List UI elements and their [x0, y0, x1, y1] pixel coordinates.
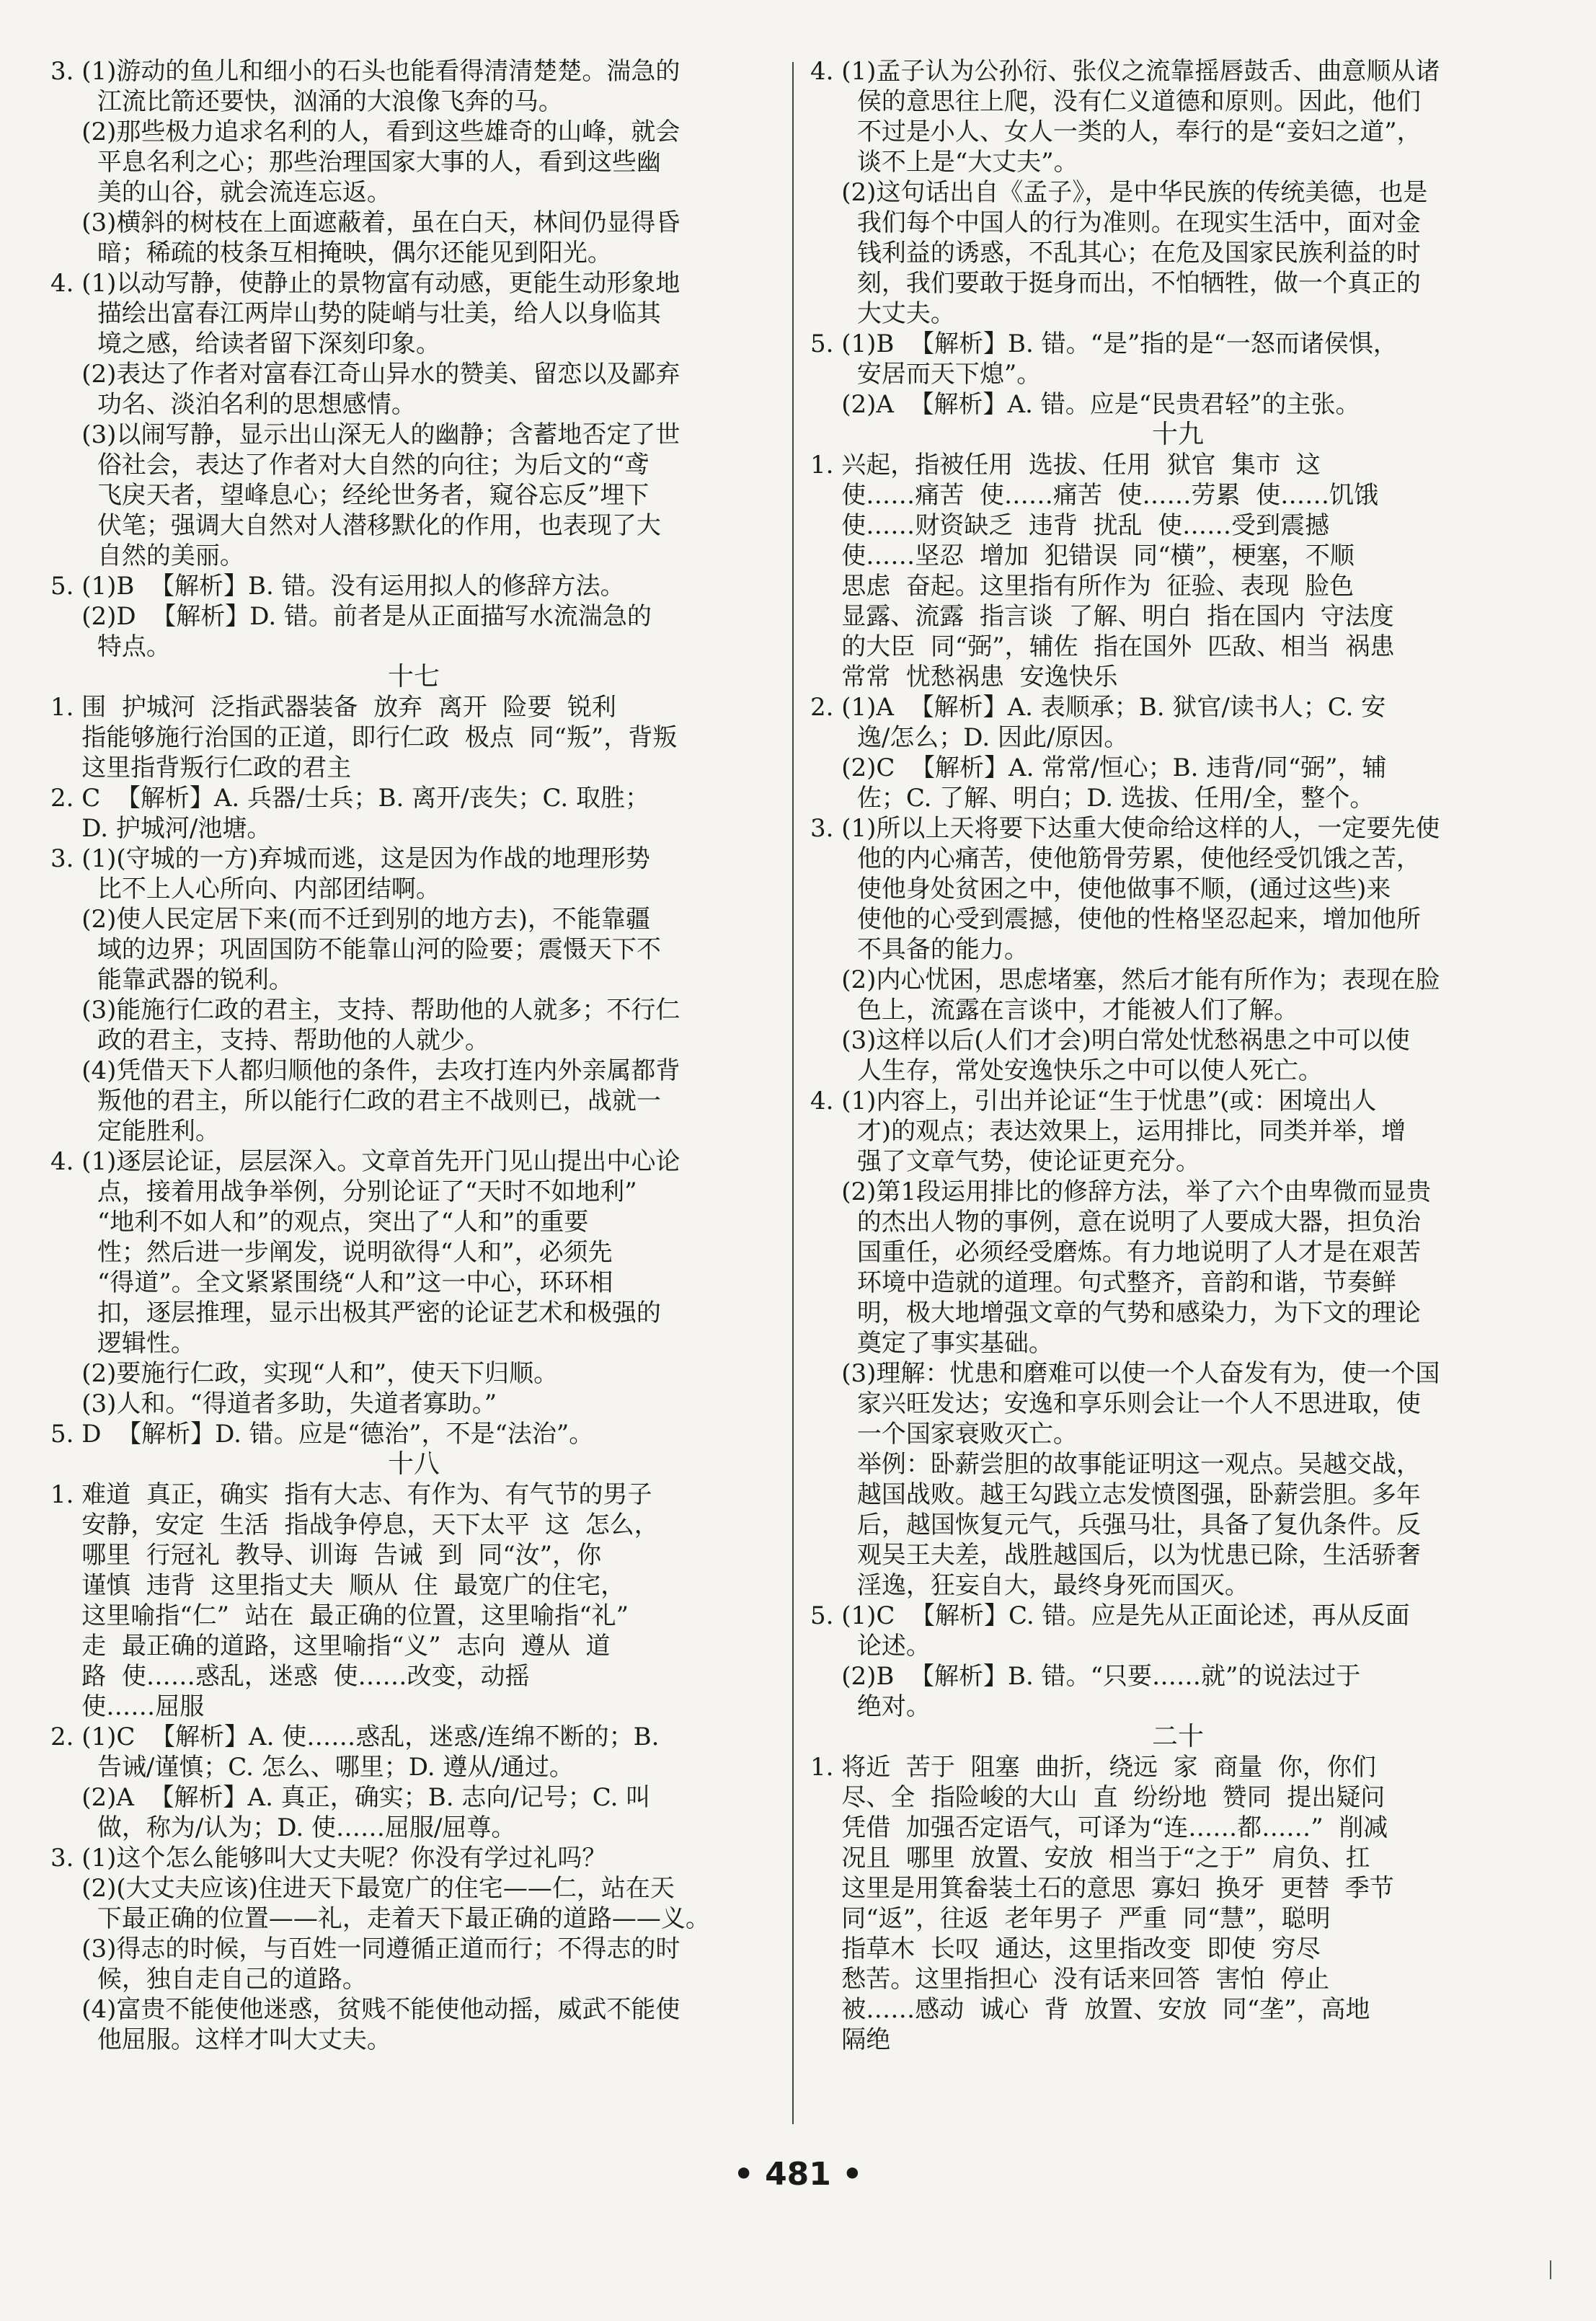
- text-line: 2. C 【解析】A. 兵器/士兵；B. 离开/丧失；C. 取胜；: [50, 784, 650, 813]
- text-line: 刻，我们要敢于挺身而出，不怕牺牲，做一个真正的: [810, 269, 1421, 298]
- text-line: 使……屈服: [50, 1692, 205, 1721]
- text-line: 逻辑性。: [50, 1329, 195, 1358]
- text-line: 况且 哪里 放置、安放 相当于“之于” 肩负、扛: [810, 1844, 1370, 1873]
- text-line: 江流比箭还要快，汹涌的大浪像飞奔的马。: [50, 87, 563, 116]
- text-line: 美的山谷，就会流连忘返。: [50, 178, 391, 207]
- text-line: 的杰出人物的事例，意在说明了人要成大器，担负治: [810, 1208, 1421, 1237]
- text-line: 3. (1)(守城的一方)弃城而逃，这是因为作战的地理形势: [50, 844, 650, 873]
- text-line: (2)B 【解析】B. 错。“只要……就”的说法过于: [810, 1662, 1361, 1691]
- text-line: 3. (1)游动的鱼儿和细小的石头也能看得清清楚楚。湍急的: [50, 57, 680, 86]
- text-line: D. 护城河/池塘。: [50, 814, 272, 843]
- text-line: 伏笔；强调大自然对人潜移默化的作用，也表现了大: [50, 511, 661, 540]
- text-line: 人生存，常处安逸快乐之中可以使人死亡。: [810, 1056, 1323, 1085]
- text-line: 叛他的君主，所以能行仁政的君主不战则已，战就一: [50, 1087, 661, 1115]
- text-line: 描绘出富春江两岸山势的陡峭与壮美，给人以身临其: [50, 299, 661, 328]
- text-line: 后，越国恢复元气，兵强马壮，具备了复仇条件。反: [810, 1511, 1421, 1539]
- text-line: 思虑 奋起。这里指有所作为 征验、表现 脸色: [810, 572, 1355, 601]
- text-line: 5. (1)B 【解析】B. 错。“是”指的是“一怒而诸侯惧，: [810, 330, 1398, 358]
- text-line: 路 使……惑乱，迷惑 使……改变，动摇: [50, 1662, 530, 1691]
- text-line: 使……坚忍 增加 犯错误 同“横”，梗塞，不顺: [810, 541, 1355, 570]
- corner-mark: [1550, 2260, 1551, 2279]
- text-line: 3. (1)所以上天将要下达重大使命给这样的人，一定要先使: [810, 814, 1440, 843]
- text-line: 愁苦。这里指担心 没有话来回答 害怕 停止: [810, 1965, 1330, 1994]
- text-line: 举例：卧薪尝胆的故事能证明这一观点。吴越交战，: [810, 1450, 1421, 1479]
- text-line: 安静，安定 生活 指战争停息，天下太平 这 怎么，: [50, 1511, 659, 1539]
- text-line: 告诫/谨慎；C. 怎么、哪里；D. 遵从/通过。: [50, 1753, 574, 1782]
- text-line: 不过是小人、女人一类的人，奉行的是“妾妇之道”，: [810, 118, 1422, 146]
- text-line: 5. (1)C 【解析】C. 错。应是先从正面论述，再从反面: [810, 1601, 1410, 1630]
- section-heading: 十七: [387, 662, 440, 691]
- text-line: 政的君主，支持、帮助他的人就少。: [50, 1026, 489, 1055]
- text-line: 观吴王夫差，战胜越国后，以为忧患已除，生活骄奢: [810, 1541, 1421, 1570]
- text-line: 越国战败。越王勾践立志发愤图强，卧薪尝胆。多年: [810, 1480, 1421, 1509]
- text-line: 这里喻指“仁” 站在 最正确的位置，这里喻指“礼”: [50, 1601, 629, 1630]
- text-line: 2. (1)A 【解析】A. 表顺承；B. 狱官/读书人；C. 安: [810, 693, 1386, 722]
- text-line: 1. 将近 苦于 阻塞 曲折，绕远 家 商量 你，你们: [810, 1753, 1376, 1782]
- text-line: 被……感动 诚心 背 放置、安放 同“垄”，高地: [810, 1995, 1370, 2024]
- text-line: 下最正确的位置——礼，走着天下最正确的道路——义。: [50, 1904, 710, 1933]
- text-line: 5. D 【解析】D. 错。应是“德治”，不是“法治”。: [50, 1420, 594, 1449]
- text-line: 4. (1)以动写静，使静止的景物富有动感，更能生动形象地: [50, 269, 680, 298]
- text-line: 这里指背叛行仁政的君主: [50, 753, 352, 782]
- text-line: 暗；稀疏的枝条互相掩映，偶尔还能见到阳光。: [50, 239, 612, 268]
- text-line: 常常 忧愁祸患 安逸快乐: [810, 663, 1118, 691]
- text-line: 色上，流露在言谈中，才能被人们了解。: [810, 996, 1298, 1025]
- left-column: [50, 56, 777, 2055]
- text-line: 绝对。: [810, 1692, 931, 1721]
- text-line: 隔绝: [810, 2025, 891, 2054]
- text-line: 才)的观点；表达效果上，运用排比，同类并举，增: [810, 1117, 1406, 1146]
- text-line: 安居而天下熄”。: [810, 360, 1042, 389]
- text-line: 使……财资缺乏 违背 扰乱 使……受到震撼: [810, 511, 1330, 540]
- text-line: (2)A 【解析】A. 真正，确实；B. 志向/记号；C. 叫: [50, 1783, 651, 1812]
- text-line: 他的内心痛苦，使他筋骨劳累，使他经受饥饿之苦，: [810, 844, 1421, 873]
- text-line: 凭借 加强否定语气，可译为“连……都……” 削减: [810, 1813, 1388, 1842]
- section-heading: 十九: [1151, 420, 1204, 449]
- text-line: 哪里 行冠礼 教导、训诲 告诫 到 同“汝”，你: [50, 1541, 602, 1570]
- text-line: (3)以闹写静，显示出山深无人的幽静；含蓄地否定了世: [50, 420, 680, 449]
- text-line: (2)表达了作者对富春江奇山异水的赞美、留恋以及鄙弃: [50, 360, 680, 389]
- text-line: 国重任，必须经受磨炼。有力地说明了人才是在艰苦: [810, 1238, 1421, 1267]
- right-column: [810, 56, 1546, 2055]
- text-line: 我们每个中国人的行为准则。在现实生活中，面对金: [810, 208, 1421, 237]
- text-line: 4. (1)孟子认为公孙衍、张仪之流靠摇唇鼓舌、曲意顺从诸: [810, 57, 1440, 86]
- text-line: 候，独自走自己的道路。: [50, 1965, 367, 1994]
- text-line: (2)D 【解析】D. 错。前者是从正面描写水流湍急的: [50, 602, 652, 631]
- text-line: 不具备的能力。: [810, 935, 1029, 964]
- text-line: 4. (1)内容上，引出并论证“生于忧患”(或：困境出人: [810, 1087, 1377, 1115]
- text-line: 2. (1)C 【解析】A. 使……惑乱，迷惑/连绵不断的；B.: [50, 1723, 660, 1751]
- text-line: 域的边界；巩固国防不能靠山河的险要；震慑天下不: [50, 935, 661, 964]
- text-line: “地利不如人和”的观点，突出了“人和”的重要: [50, 1208, 589, 1237]
- text-line: 一个国家衰败灭亡。: [810, 1420, 1078, 1449]
- text-line: 环境中造就的道理。句式整齐，音韵和谐，节奏鲜: [810, 1268, 1396, 1297]
- text-line: (4)富贵不能使他迷惑，贫贱不能使他动摇，威武不能使: [50, 1995, 680, 2024]
- text-line: 使他身处贫困之中，使他做事不顺，(通过这些)来: [810, 875, 1391, 903]
- text-line: 走 最正确的道路，这里喻指“义” 志向 遵从 道: [50, 1632, 611, 1661]
- section-heading: 二十: [1151, 1722, 1204, 1751]
- text-line: (2)那些极力追求名利的人，看到这些雄奇的山峰，就会: [50, 118, 680, 146]
- text-line: 他屈服。这样才叫大丈夫。: [50, 2025, 391, 2054]
- text-line: (2)第1段运用排比的修辞方法，举了六个由卑微而显贵: [810, 1177, 1432, 1206]
- text-line: 显露、流露 指言谈 了解、明白 指在国内 守法度: [810, 602, 1394, 631]
- text-line: 比不上人心所向、内部团结啊。: [50, 875, 440, 903]
- text-line: (4)凭借天下人都归顺他的条件，去攻打连内外亲属都背: [50, 1056, 680, 1085]
- text-line: 1. 兴起，指被任用 选拔、任用 狱官 集市 这: [810, 451, 1321, 479]
- text-line: (3)人和。“得道者多助，失道者寡助。”: [50, 1389, 497, 1418]
- section-heading: 十八: [387, 1449, 440, 1479]
- text-line: 特点。: [50, 632, 171, 661]
- text-line: 家兴旺发达；安逸和享乐则会让一个人不思进取，使: [810, 1389, 1421, 1418]
- text-line: “得道”。全文紧紧围绕“人和”这一中心，环环相: [50, 1268, 613, 1297]
- text-line: 性；然后进一步阐发，说明欲得“人和”，必须先: [50, 1238, 613, 1267]
- text-line: 的大臣 同“弼”，辅佐 指在国外 匹敌、相当 祸患: [810, 632, 1395, 661]
- text-line: (3)横斜的树枝在上面遮蔽着，虽在白天，林间仍显得昏: [50, 208, 680, 237]
- text-line: 淫逸，狂妄自大，最终身死而国灭。: [810, 1571, 1249, 1600]
- text-line: 5. (1)B 【解析】B. 错。没有运用拟人的修辞方法。: [50, 572, 625, 601]
- text-line: 功名、淡泊名利的思想感情。: [50, 390, 416, 419]
- text-line: (2)要施行仁政，实现“人和”，使天下归顺。: [50, 1359, 559, 1388]
- page-number: • 481 •: [733, 2156, 863, 2193]
- text-line: 钱利益的诱惑，不乱其心；在危及国家民族利益的时: [810, 239, 1421, 268]
- text-line: 做，称为/认为；D. 使……屈服/屈尊。: [50, 1813, 516, 1842]
- text-line: (2)(大丈夫应该)住进天下最宽广的住宅——仁，站在天: [50, 1874, 675, 1903]
- text-line: 奠定了事实基础。: [810, 1329, 1053, 1358]
- text-line: (2)A 【解析】A. 错。应是“民贵君轻”的主张。: [810, 390, 1360, 419]
- text-line: 使他的心受到震撼，使他的性格坚忍起来，增加他所: [810, 905, 1421, 934]
- text-line: 飞戾天者，望峰息心；经纶世务者，窥谷忘反”埋下: [50, 481, 650, 510]
- text-line: 谈不上是“大丈夫”。: [810, 148, 1078, 177]
- column-divider: [792, 62, 794, 2124]
- text-line: 佐；C. 了解、明白；D. 选拔、任用/全，整个。: [810, 784, 1375, 813]
- text-line: 论述。: [810, 1632, 931, 1661]
- text-line: (2)内心忧困，思虑堵塞，然后才能有所作为；表现在脸: [810, 965, 1440, 994]
- text-line: (3)能施行仁政的君主，支持、帮助他的人就多；不行仁: [50, 996, 680, 1025]
- text-line: 3. (1)这个怎么能够叫大丈夫呢？你没有学过礼吗？: [50, 1844, 607, 1873]
- text-line: 点，接着用战争举例，分别论证了“天时不如地利”: [50, 1177, 637, 1206]
- text-line: 自然的美丽。: [50, 541, 244, 570]
- text-line: 这里是用箕畚装土石的意思 寡妇 换牙 更替 季节: [810, 1874, 1394, 1903]
- text-line: 4. (1)逐层论证，层层深入。文章首先开门见山提出中心论: [50, 1147, 680, 1176]
- text-line: (3)理解：忧患和磨难可以使一个人奋发有为，使一个国: [810, 1359, 1440, 1388]
- text-line: (2)C 【解析】A. 常常/恒心；B. 违背/同“弼”，辅: [810, 753, 1387, 782]
- text-line: (2)使人民定居下来(而不迁到别的地方去)，不能靠疆: [50, 905, 650, 934]
- text-line: (3)这样以后(人们才会)明白常处忧愁祸患之中可以使: [810, 1026, 1410, 1055]
- text-line: 大丈夫。: [810, 299, 955, 328]
- text-line: 尽、全 指险峻的大山 直 纷纷地 赞同 提出疑问: [810, 1783, 1386, 1812]
- text-line: 定能胜利。: [50, 1117, 220, 1146]
- text-line: 境之感，给读者留下深刻印象。: [50, 330, 440, 358]
- text-line: (2)这句话出自《孟子》，是中华民族的传统美德，也是: [810, 178, 1428, 207]
- text-line: (3)得志的时候，与百姓一同遵循正道而行；不得志的时: [50, 1935, 680, 1963]
- text-line: 明，极大地增强文章的气势和感染力，为下文的理论: [810, 1299, 1421, 1327]
- text-line: 谨慎 违背 这里指丈夫 顺从 住 最宽广的住宅，: [50, 1571, 626, 1600]
- text-line: 扣，逐层推理，显示出极其严密的论证艺术和极强的: [50, 1299, 661, 1327]
- text-line: 指能够施行治国的正道，即行仁政 极点 同“叛”，背叛: [50, 723, 678, 752]
- text-line: 1. 难道 真正，确实 指有大志、有作为、有气节的男子: [50, 1480, 652, 1509]
- text-line: 使……痛苦 使……痛苦 使……劳累 使……饥饿: [810, 481, 1379, 510]
- text-line: 俗社会，表达了作者对大自然的向往；为后文的“鸢: [50, 451, 650, 479]
- text-line: 平息名利之心；那些治理国家大事的人，看到这些幽: [50, 148, 661, 177]
- text-line: 指草木 长叹 通达，这里指改变 即使 穷尽: [810, 1935, 1321, 1963]
- text-line: 强了文章气势，使论证更充分。: [810, 1147, 1200, 1176]
- text-line: 能靠武器的锐利。: [50, 965, 293, 994]
- text-line: 1. 围 护城河 泛指武器装备 放弃 离开 险要 锐利: [50, 693, 616, 722]
- text-line: 侯的意思往上爬，没有仁义道德和原则。因此，他们: [810, 87, 1421, 116]
- text-line: 同“返”，往返 老年男子 严重 同“慧”，聪明: [810, 1904, 1331, 1933]
- text-line: 逸/怎么；D. 因此/原因。: [810, 723, 1129, 752]
